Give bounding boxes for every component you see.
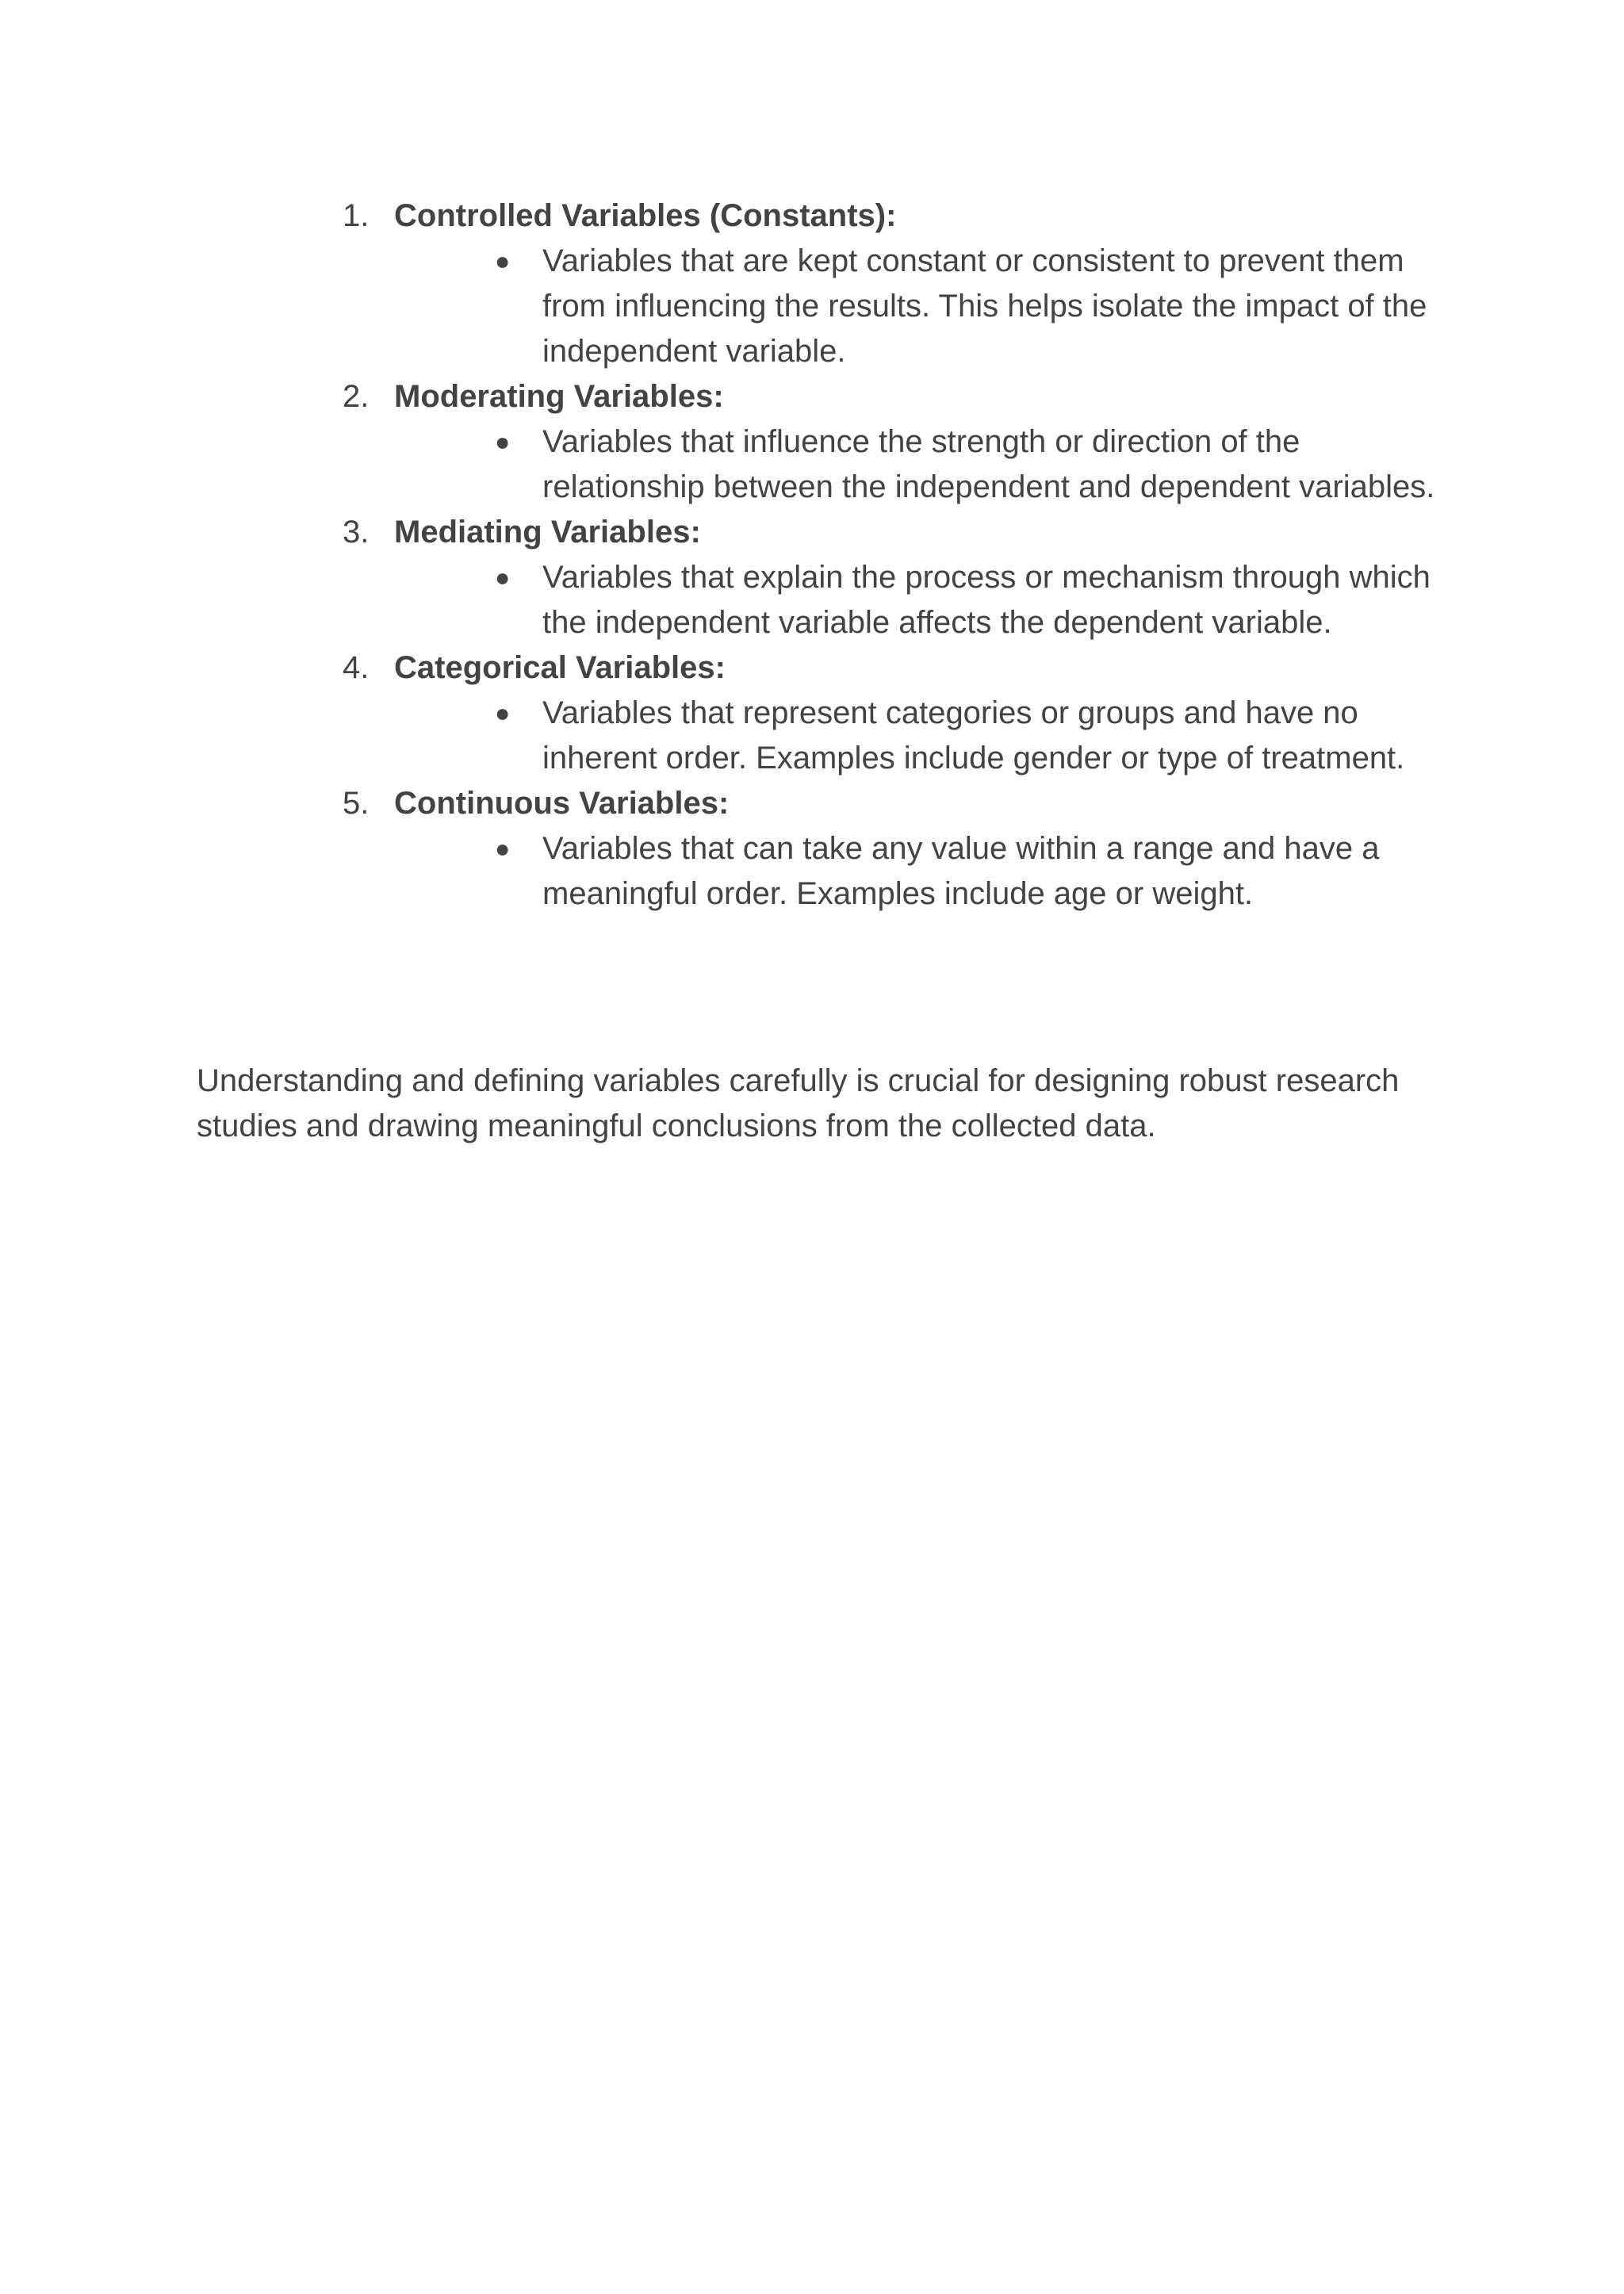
- list-item-heading: Moderating Variables:: [394, 379, 724, 414]
- list-item-heading: Controlled Variables (Constants):: [394, 198, 897, 233]
- list-item-description: Variables that can take any value within a range and have a meaningful order. Examples include age or weight.: [542, 831, 1380, 911]
- list-item-number: 3.: [343, 515, 370, 550]
- list-item-bullet-row: [495, 555, 1438, 645]
- bullet-icon: ●: [495, 247, 511, 275]
- list-item-bullet-row: [495, 826, 1438, 917]
- list-item-description: Variables that explain the process or mechanism through which the independent variable affects the dependent variable.: [542, 560, 1431, 640]
- list-item: [0, 645, 1624, 781]
- list-item-number: 5.: [343, 786, 370, 821]
- list-item-number: 1.: [343, 198, 370, 233]
- list-item-description: Variables that represent categories or groups and have no inherent order. Examples include gender or type of treatment.: [542, 695, 1405, 776]
- bullet-icon: ●: [495, 699, 511, 727]
- bullet-icon: ●: [495, 563, 511, 592]
- list-item: [0, 510, 1624, 645]
- list-item-heading: Mediating Variables:: [394, 515, 701, 550]
- list-item-heading: Continuous Variables:: [394, 786, 730, 821]
- list-item-number: 2.: [343, 379, 370, 414]
- list-item-description: Variables that influence the strength or direction of the relationship between the independent and dependent variables.: [542, 424, 1435, 504]
- list-item: [0, 193, 1624, 374]
- bullet-icon: ●: [495, 427, 511, 456]
- list-item-bullet-row: [495, 419, 1438, 510]
- list-item-bullet-row: [495, 239, 1438, 374]
- list-item-number: 4.: [343, 650, 370, 685]
- list-item-bullet-row: [495, 691, 1438, 781]
- list-item-heading: Categorical Variables:: [394, 650, 726, 685]
- bullet-icon: ●: [495, 834, 511, 863]
- list-item: [0, 781, 1624, 917]
- variable-types-list: [0, 193, 1624, 917]
- conclusion-paragraph: Understanding and defining variables carefully is crucial for designing robust research studies and drawing meaningful conclusions from the collected data.: [197, 1063, 1400, 1143]
- list-item: [0, 374, 1624, 510]
- list-item-description: Variables that are kept constant or consistent to prevent them from influencing the results. This helps isolate the impact of the independent variable.: [542, 243, 1427, 369]
